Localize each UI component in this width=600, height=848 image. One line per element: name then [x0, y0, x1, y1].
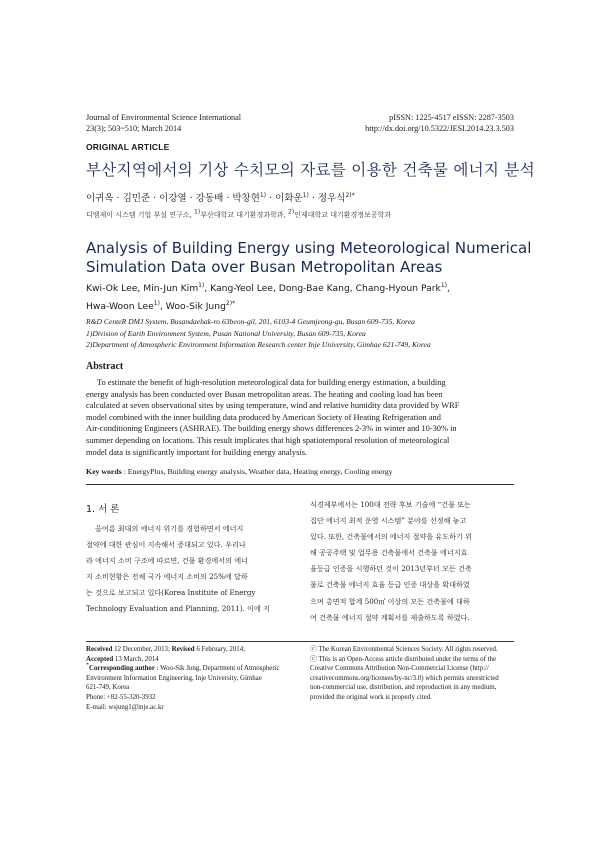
issn: pISSN: 1225-4517 eISSN: 2287-3503 — [389, 113, 514, 122]
abstract-divider — [86, 484, 514, 485]
section-heading: 1. 서 론 — [86, 504, 120, 515]
body-column-right: 식경제부에서는 100대 전략 후보 기술에 “건물 또는 집단 에너지 최적 운영 시스템” 분야를 선정해 놓고 있다. 또한, 건축물에서의 에너지 절약을 유도하기 위 해 공공주택 및 업무용 건축물에서 건축물 에너지효 율등급 인증을 시행하던 것이 2013년부터 모든 건축 물로 건축물 에너지 효율 등급 인증 대상을 확대하였 으며 총면적 합계 500㎡ 이상의 모든 건축물에 대하 여 건축물 에너지 절약 계획서를 제출하도록 하였다. — [310, 500, 472, 622]
journal-info — [86, 112, 241, 134]
author-email[interactable]: E-mail: wsjung1@inje.ac.kr — [86, 703, 164, 711]
english-title: Analysis of Building Energy using Meteorological Numerical Simulation Data over Busan Metropolitan Areas — [86, 239, 532, 276]
license-link[interactable]: Creative Commons Attribution Non-Commercial License (http:// — [310, 665, 489, 673]
article-type: ORIGINAL ARTICLE — [86, 142, 170, 152]
korean-title: 부산지역에서의 기상 수치모의 자료를 이용한 건축물 에너지 분석 — [86, 161, 535, 179]
doi-link[interactable]: http://dx.doi.org/10.5322/JESI.2014.23.3.503 — [365, 124, 514, 133]
footnote-divider — [86, 641, 514, 642]
korean-authors: 이귀옥 · 김민준 · 이강열 · 강동배 · 박창현$^{1)}$ · 이화운$^{1)}$ · 정우식$^{2)*}$ — [86, 191, 355, 204]
body-column-left: 올여름 최대의 에너지 위기를 경험하면서 에너지 절약에 대한 관심이 지속해서 증대되고 있다. 우리나 라 에너지 소비 구조에 따르면, 건물 환경에서의 에너 지 소비현황은 전체 국가 에너지 소비의 25%에 달하 는 것으로 보고되고 있다(Korea Institute of Energy Technology Evaluation and Planning, 2011). 이에 지 — [86, 524, 270, 614]
footnote-right: ⓒ The Korean Environmental Sciences Society. All rights reserved. ⓒ This is an Open-Access article distributed under the terms of the Creative Commons Attribution Non-Commercial License (http:// creativecommons.org/licenses/by-nc/3.0) which permits unrestricted non-commercial use, distribution, and reproduction in any medium, provided the original work is properly cited. — [310, 645, 517, 703]
journal-ids — [365, 112, 514, 134]
keywords: Key words : EnergyPlus, Building energy analysis, Weather data, Heating energy, Cooling energy — [86, 467, 393, 476]
journal-issue: 23(3); 503~510; March 2014 — [86, 124, 182, 133]
abstract-heading: Abstract — [86, 361, 124, 372]
footnote-left: Received 12 December, 2013; Revised 6 February, 2014; Accepted 13 March, 2014 *Corresponding author : Woo-Sik Jung, Department of Atmospheric Environment Information Engineering, Inje University, Gimhae 621-749, Korea Phone: +82-55-320-3932 E-mail: wsjung1@inje.ac.kr — [86, 645, 294, 712]
english-affiliations: R&D CenteR DMJ System, Busandaehak-ro 63beon-gil, 201, 6103-4 Geumjeong-gu, Busan 609-735, Korea 1)Division of Earth Environment System, Pusan National University, Busan 609-735, Korea 2)Department of Atmospheric Environment Information Research center Inje University, Gimhae 621-749, Korea — [86, 317, 431, 349]
english-authors: Kwi-Ok Lee, Min-Jun Kim$^{1)}$, Kang-Yeol Lee, Dong-Bae Kang, Chang-Hyoun Park$^{1)}$, Hwa-Woon Lee$^{1)}$, Woo-Sik Jung$^{2)*}$ — [86, 281, 450, 312]
korean-affiliations: 디엠제이 시스템 기업 부설 연구소, $^{1)}$부산대학교 대기환경과학과, $^{2)}$인제대학교 대기환경정보공학과 — [86, 208, 392, 219]
abstract-body: To estimate the benefit of high-resolution meteorological data for building energy estimation, a building energy analysis has been conducted over Busan metropolitan areas. The heating and cooling load has been calculated at seven observational sites by using temperature, wind and relative humidity data provided by WRF model combined with the inner building data produced by American Society of Heating Refrigeration and Air-conditioning Engineers (ASHRAE). The building energy shows differences 2-3% in winter and 10-30% in summer depending on locations. This result implicates that high spatiotemporal resolution of meteorological model data is significantly important for building energy analysis. — [86, 378, 460, 457]
journal-name: Journal of Environmental Science International — [86, 113, 242, 122]
